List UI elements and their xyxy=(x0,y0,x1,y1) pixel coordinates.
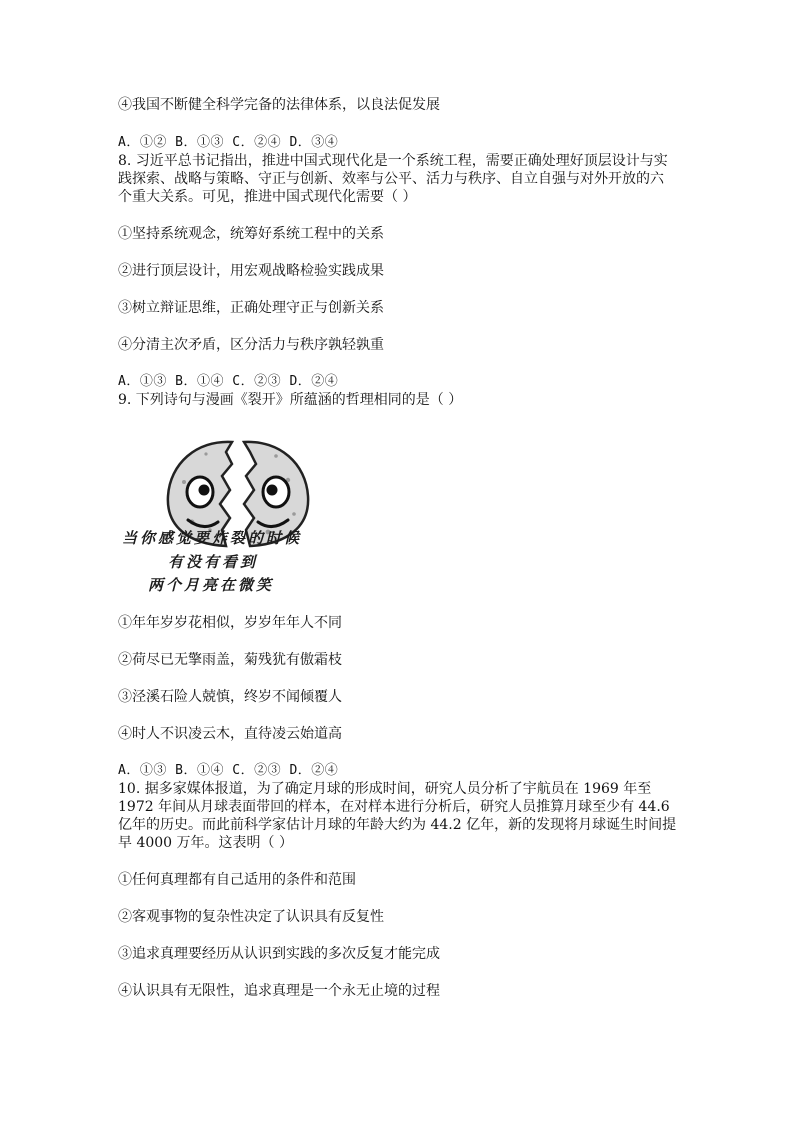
q8-stem-line: 践探索、战略与策略、守正与创新、效率与公平、活力与秩序、自立自强与对外开放的六 xyxy=(118,171,664,187)
q9-options: A．①③ B．①④ C．②③ D．②④ xyxy=(118,763,339,778)
cartoon-caption-line: 两个月亮在微笑 xyxy=(148,576,275,594)
q8-item-4: ④分清主次矛盾，区分活力与秩序孰轻孰重 xyxy=(118,337,384,353)
q10-stem-line: 早 4000 万年。这表明（ ） xyxy=(118,835,293,851)
q9-item-3: ③泾溪石险人兢慎，终岁不闻倾覆人 xyxy=(118,689,342,705)
q8-stem-line: 8. 习近平总书记指出，推进中国式现代化是一个系统工程，需要正确处理好顶层设计与实 xyxy=(118,153,668,169)
q8-stem-line: 个重大关系。可见，推进中国式现代化需要（ ） xyxy=(118,189,417,205)
q9-item-1: ①年年岁岁花相似，岁岁年年人不同 xyxy=(118,615,342,631)
q10-stem-line: 1972 年间从月球表面带回的样本，在对样本进行分析后，研究人员推算月球至少有 44.6 xyxy=(118,799,670,815)
q9-item-4: ④时人不识凌云木，直待凌云始道高 xyxy=(118,726,342,742)
q10-item-2: ②客观事物的复杂性决定了认识具有反复性 xyxy=(118,909,384,925)
q9-stem: 9. 下列诗句与漫画《裂开》所蕴涵的哲理相同的是（ ） xyxy=(118,392,463,408)
q8-item-1: ①坚持系统观念，统筹好系统工程中的关系 xyxy=(118,226,384,242)
cartoon-caption-line: 有没有看到 xyxy=(168,553,259,571)
cartoon-caption-line: 当你感觉要炸裂的时候 xyxy=(122,529,303,547)
q8-stem xyxy=(118,152,678,206)
q10-stem xyxy=(118,780,678,852)
q10-stem-line: 亿年的历史。而此前科学家估计月球的年龄大约为 44.2 亿年，新的发现将月球诞生时间提 xyxy=(118,817,677,833)
q10-stem-line: 10. 据多家媒体报道，为了确定月球的形成时间，研究人员分析了宇航员在 1969 年至 xyxy=(118,781,652,797)
q8-item-2: ②进行顶层设计，用宏观战略检验实践成果 xyxy=(118,263,384,279)
q10-item-3: ③追求真理要经历从认识到实践的多次反复才能完成 xyxy=(118,946,440,962)
q8-item-3: ③树立辩证思维，正确处理守正与创新关系 xyxy=(118,300,384,316)
q7-item-4: ④我国不断健全科学完备的法律体系，以良法促发展 xyxy=(118,97,440,113)
q7-options: A．①② B．①③ C．②④ D．③④ xyxy=(118,135,339,150)
q9-item-2: ②荷尽已无擎雨盖，菊残犹有傲霜枝 xyxy=(118,652,342,668)
q10-item-1: ①任何真理都有自己适用的条件和范围 xyxy=(118,872,356,888)
q10-item-4: ④认识具有无限性，追求真理是一个永无止境的过程 xyxy=(118,983,440,999)
q8-options: A．①③ B．①④ C．②③ D．②④ xyxy=(118,374,339,389)
